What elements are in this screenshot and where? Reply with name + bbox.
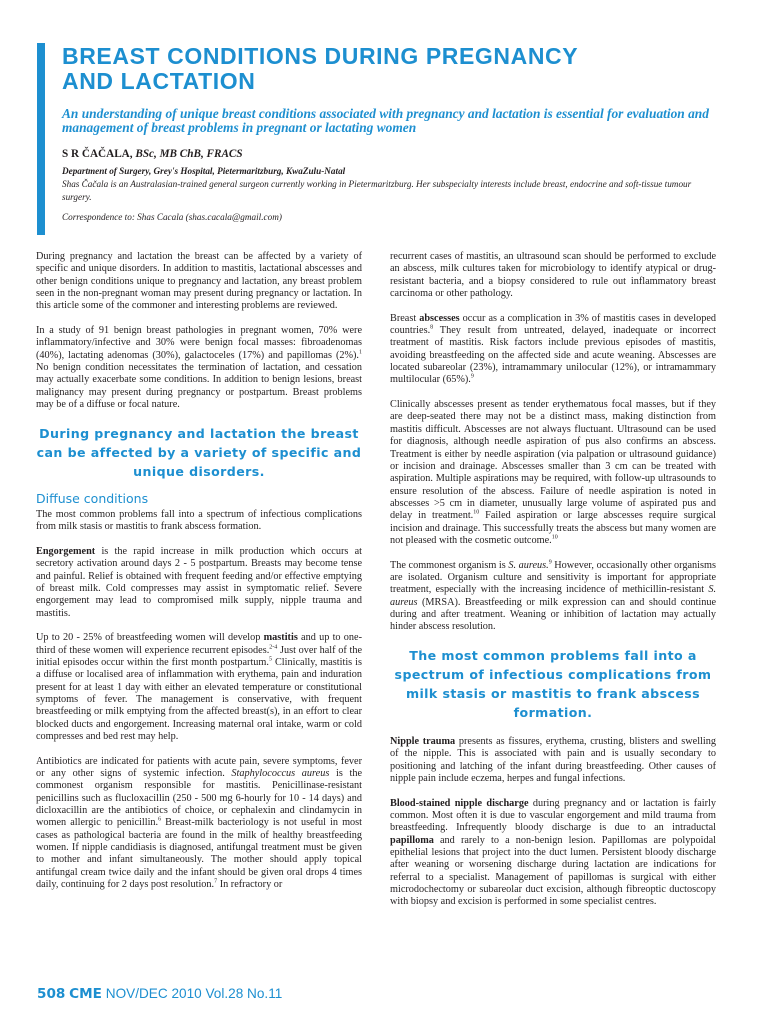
paragraph: Engorgement is the rapid increase in milk production which occurs at secretory activation around days 2 - 5 postpartum. Breasts may become tense and painful. Relief is obtained with frequent feeding and/or effective emptying of breast milk. Cold compresses may assist in symptomatic relief. Severe engorgement may lead to compromised milk supply, nipple trauma and mastitis.	[36, 545, 362, 619]
paragraph: Antibiotics are indicated for patients with acute pain, severe symptoms, fever or any other signs of systemic infection. Staphylococcus aureus is the commonest organism responsible for mastitis. Penicillinase-resistant penicillins such as flucloxacillin (250 - 500 mg 6-hourly for 10 - 14 days) and dicloxacillin are the antibiotics of choice, or cephalexin and clindamycin in women allergic to penicillin.$^6$ Breast-milk bacteriology is not useful in most cases as pathological bacteria are found in the milk of healthy breastfeeding women. If nipple candidiasis is diagnosed, antifungal treatment must be given to mother and infant simultaneously. The mother should apply topical antifungal cream twice daily and the infant should be given oral drops 4 times daily, continuing for 2 days post resolution.$^7$ In refractory or	[36, 755, 362, 891]
title-line-2: AND LACTATION	[62, 68, 256, 94]
reference-marker: 10	[551, 534, 558, 541]
paragraph: Nipple trauma presents as fissures, erythema, crusting, blisters and swelling of the nipple. This is associated with pain and is usually secondary to positioning and latching of the infant during breastfeeding. Other causes of nipple pain include eczema, herpes and fungal infections.	[390, 736, 717, 785]
key-term: mastitis	[263, 632, 298, 644]
paragraph: During pregnancy and lactation the breast can be affected by a variety of specific and unique disorders. In addition to mastitis, lactational abscesses and other benign conditions unique to pregnancy and lactation, any breast problem seen in the non-pregnant woman may present during pregnancy or lactation. In this article some of the commoner and interesting problems are reviewed.	[36, 251, 362, 312]
reference-marker: 9	[470, 374, 474, 381]
key-term: Nipple trauma	[390, 736, 456, 747]
paragraph: Up to 20 - 25% of breastfeeding women will develop mastitis and up to one-third of these women will experience recurrent episodes.$^{2-4}$ Just over half of the initial episodes occur within the first month postpartum.$^5$ Clinically, mastitis is a diffuse or localised area of inflammation with erythema, pain and induration present for at least 1 day with either an elevated temperature or constitutional symptoms of fever. The management is conservative, with frequent breastfeeding or milk emptying from the affected breast(s), in an effort to clear blocked ducts and engorgement. Increasing maternal oral intake, warm or cold compresses and bed rest may help.	[36, 632, 362, 742]
paragraph: The commonest organism is S. aureus.$^9$ However, occasionally other organisms are isolated. Organism culture and sensitivity is important for appropriate treatment, especially with the increasing incidence of methicillin-resistant S. aureus (MRSA). Breastfeeding or milk expression can and should continue during and after treatment. Weaning or inhibition of lactation may actually hinder abscess resolution.	[390, 559, 716, 633]
pull-quote: The most common problems fall into a spectrum of infectious complications from milk stasis or mastitis to frank abscess formation.	[394, 648, 712, 720]
pull-quote: During pregnancy and lactation the breast can be affected by a variety of specific and unique disorders.	[36, 425, 362, 479]
paragraph: Blood-stained nipple discharge during pregnancy and or lactation is fairly common. Most often it is due to vascular engorgement and mild trauma from breastfeeding. Infrequently bloody discharge is due to an intraductal papilloma and rarely to a non-benign lesion. Papillomas are polypoidal epithelial lesions that project into the duct lumen. Persistent bloody discharge after weaning or worsening discharge during lactation are indications for referral to a specialist. Management of papillomas is surgical with either microdochectomy or subareolar duct excision, although fibreoptic ductoscopy with biopsy and excision is performed in some specialist centres.	[390, 797, 716, 908]
author-line	[62, 148, 243, 160]
page-footer	[37, 986, 282, 1002]
reference-marker: 7	[214, 878, 218, 885]
key-term: Engorgement	[36, 545, 96, 557]
reference-marker: 9	[548, 559, 552, 566]
right-column	[390, 251, 716, 909]
title-line-1: BREAST CONDITIONS DURING PREGNANCY	[62, 43, 579, 69]
reference-marker: 10	[473, 509, 480, 516]
paragraph: recurrent cases of mastitis, an ultrasound scan should be performed to exclude an abscess, milk cultures taken for microbiology to identify atypical or drug-resistant bacteria, and a biopsy considered to rule out inflammatory breast carcinoma or other pathology.	[390, 251, 716, 300]
paragraph: In a study of 91 benign breast pathologies in pregnant women, 70% were inflammatory/infective and 30% were benign focal masses: fibroadenomas (40%), lactating adenomas (30%), galactoceles (17%) and papillomas (2%).$^1$ No benign condition necessitates the termination of lactation, and cessation may actually exacerbate some conditions. In addition to benign lesions, breast malignancy may present during pregnancy or postpartum. Breast problems may be of a diffuse or focal nature.	[36, 325, 362, 411]
author-name: S R ČAČALA,	[62, 148, 133, 160]
correspondence: Correspondence to: Shas Cacala (shas.cacala@gmail.com)	[62, 212, 282, 222]
reference-marker: 5	[268, 656, 272, 663]
author-credentials: BSc, MB ChB, FRACS	[135, 148, 243, 160]
header-accent-bar	[37, 43, 45, 235]
reference-marker: 8	[430, 324, 434, 331]
reference-marker: 2-4	[269, 644, 278, 651]
journal-issue: NOV/DEC 2010 Vol.28 No.11	[105, 986, 283, 1001]
article-title	[62, 44, 742, 94]
key-term: Blood-stained nipple discharge	[390, 797, 529, 809]
paragraph: The most common problems fall into a spectrum of infectious complications from milk stasis or mastitis to frank abscess formation.	[36, 508, 362, 533]
key-term: abscesses	[419, 312, 460, 324]
left-column	[36, 251, 362, 891]
page-number: 508	[37, 986, 66, 1002]
paragraph: Clinically abscesses present as tender erythematous focal masses, but if they are deep-seated there may not be a distinct mass, making distinction from mastitis difficult. Abscesses are not always fluctuant. Ultrasound can be used for diagnosis, although needle aspiration of pus also confirms an abscess. Treatment is either by needle aspiration (via palpation or ultrasound guidance) or incision and drainage. Abscesses smaller than 3 cm can be treated with aspiration. Multiple aspirations may be required, with follow-up ultrasounds to ensure resolution of the abscess. Failure of needle aspiration is noted in abscesses >5 cm in diameter, unusually large volume of aspirated pus and delay in treatment.$^{10}$ Failed aspiration or large abscesses require surgical incision and drainage. This successfully treats the abscess but many women are not pleased with the cosmetic outcome.$^{10}$	[390, 399, 716, 546]
key-term: papilloma	[390, 834, 434, 846]
article-subtitle: An understanding of unique breast conditions associated with pregnancy and lactation is essential for evaluation and management of breast problems in pregnant or lactating women	[62, 106, 709, 135]
section-heading: Diffuse conditions	[36, 490, 149, 506]
author-affiliation: Department of Surgery, Grey's Hospital, Pietermaritzburg, KwaZulu-Natal	[62, 166, 346, 176]
author-bio: Shas Čačala is an Australasian-trained general surgeon currently working in Pietermaritzburg. Her subspecialty interests include breast, endocrine and soft-tissue tumour surgery.	[62, 179, 692, 202]
journal-name: CME	[69, 986, 102, 1002]
reference-marker: 6	[158, 817, 162, 823]
reference-marker: 1	[359, 349, 362, 356]
paragraph: Breast abscesses occur as a complication in 3% of mastitis cases in developed countries.$^8$ They result from untreated, delayed, inadequate or incorrect treatment of mastitis. Risk factors include previous episodes of mastitis, avoiding breastfeeding on the affected side and acute weaning. Abscesses are located subareolar (23%), intramammary unilocular (12%), or intramammary multilocular (65%).$^9$	[390, 312, 717, 386]
